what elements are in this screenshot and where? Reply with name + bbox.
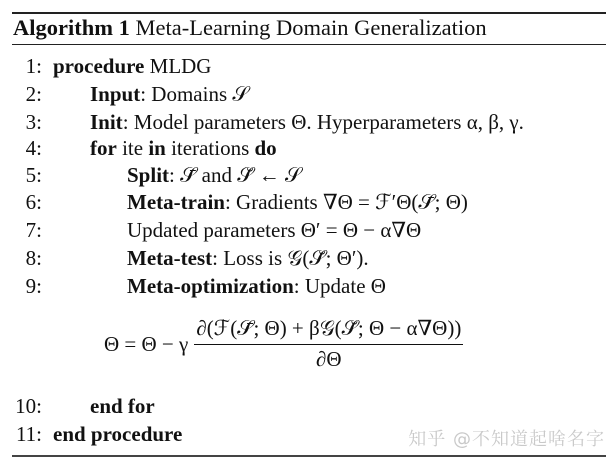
keyword: Split <box>127 163 170 187</box>
update-equation <box>104 316 463 372</box>
keyword: for <box>90 136 117 160</box>
line-number: 5: <box>25 163 42 187</box>
equation-numerator: ∂(ℱ(𝒮̄; Θ) + β𝒢(𝒮̆; Θ − α∇Θ)) <box>196 316 462 340</box>
keyword: Input <box>90 82 141 106</box>
line-text: MLDG <box>144 54 212 78</box>
line-number: 9: <box>25 274 42 298</box>
algorithm-label: Algorithm 1 <box>13 15 130 40</box>
keyword: in <box>148 136 166 160</box>
bottom-rule <box>12 455 606 457</box>
watermark: 知乎 @不知道起啥名字 <box>408 429 605 450</box>
line-text: ite <box>116 136 149 160</box>
keyword: procedure <box>53 54 145 78</box>
keyword: end for <box>90 394 155 418</box>
line-number: 2: <box>25 82 42 106</box>
line-text: : 𝒮̄ and 𝒮̆ ← 𝒮 <box>169 163 302 187</box>
line-number: 3: <box>25 110 42 134</box>
line-text: iterations <box>165 136 255 160</box>
line-text: Updated parameters Θ′ = Θ − α∇Θ <box>127 218 422 242</box>
equation-lhs: Θ = Θ − γ <box>104 331 189 356</box>
line-number: 1: <box>25 54 42 78</box>
caption-rule <box>12 44 606 45</box>
keyword: Init <box>90 110 123 134</box>
equation-denominator: ∂Θ <box>316 347 342 372</box>
line-number: 8: <box>25 246 42 270</box>
line-text: : Update Θ <box>293 274 386 298</box>
line-number: 10: <box>15 394 42 418</box>
top-rule <box>12 12 606 14</box>
line-number: 7: <box>25 218 42 242</box>
keyword: Meta-train <box>127 190 225 214</box>
algorithm-title: Meta-Learning Domain Generalization <box>135 15 487 40</box>
line-text: : Loss is 𝒢(𝒮̆; Θ′). <box>212 246 369 270</box>
keyword: Meta-test <box>127 246 213 270</box>
keyword: Meta-optimization <box>127 274 294 298</box>
line-text: : Model parameters Θ. Hyperparameters α, β, γ. <box>122 110 524 134</box>
line-number: 11: <box>15 422 42 446</box>
line-text: : Gradients ∇Θ = ℱ′Θ(𝒮̄; Θ) <box>224 190 468 214</box>
line-number: 6: <box>25 190 42 214</box>
line-text: : Domains 𝒮 <box>140 82 249 106</box>
keyword: do <box>254 136 277 160</box>
equation-fraction <box>194 316 463 372</box>
line-number: 4: <box>25 136 42 160</box>
algorithm-caption <box>13 15 487 41</box>
keyword: end procedure <box>53 422 183 446</box>
